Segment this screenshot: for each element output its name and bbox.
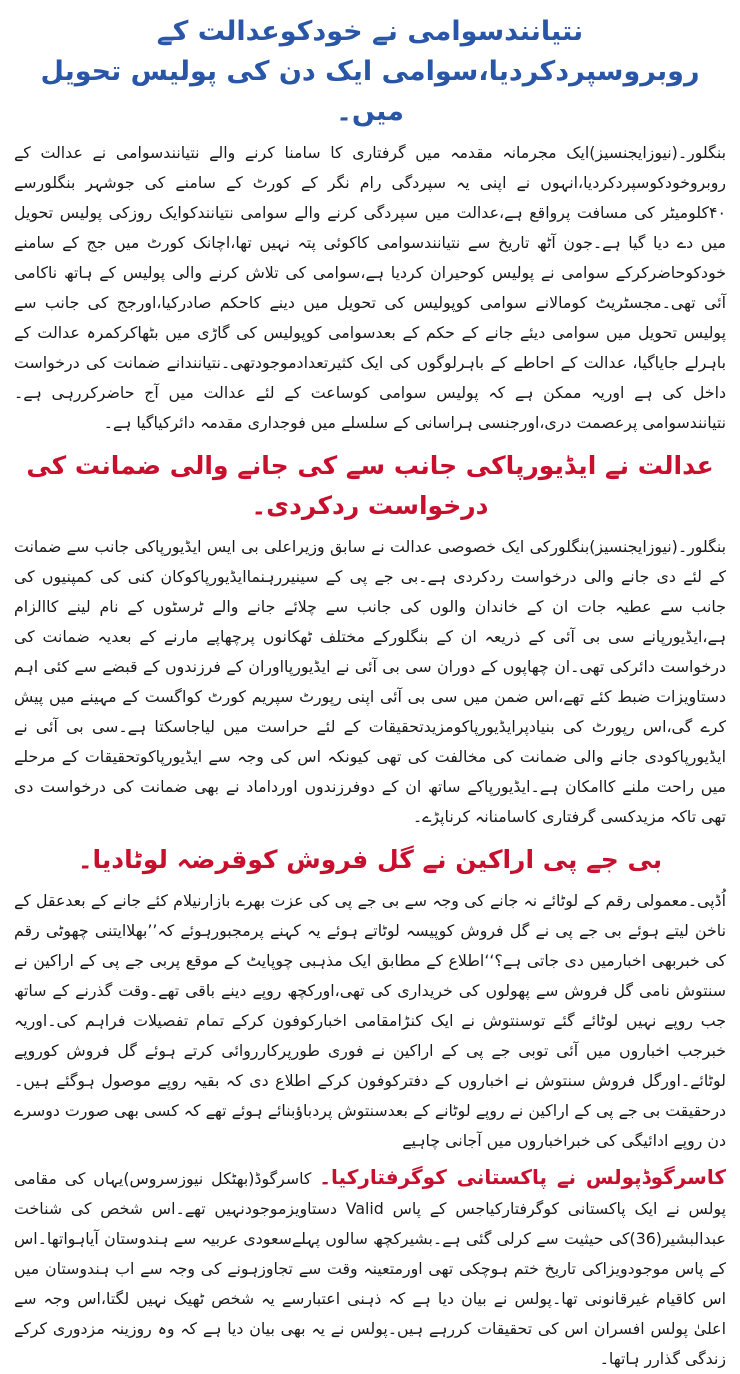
article-yeddyurappa bbox=[14, 446, 726, 832]
article-kasaragod bbox=[14, 1162, 726, 1374]
body-kasaragod: کاسرگوڈ(بھٹکل نیوزسروس)یہاں کی مقامی پولس نے ایک پاکستانی کوگرفتارکیاجس کے پاس Valid دستاویزموجودنہیں تھے۔اس شخص کی شناخت عبدالبشیر(36)کی حیثیت سے کرلی گئی ہے۔بشیرکچھ سالوں پہلےسعودی عربیہ سے ہندوستان آیاہواتھا۔اس کے پاس موجودویزاکی تاریخ ختم ہوچکی تھی اورمتعینہ وقت سے تجاوزہونے کی وجہ سے اب ہندوستان میں اس کاقیام غیرقانونی تھا۔پولس نے بیان دیا ہے کہ ذہنی اعتبارسے یہ شخص ٹھیک نہیں لگتا،اس وجہ سے اعلیٰ پولس افسران اس کی تحقیقات کررہے ہیں۔پولس نے یہ بھی بیان دیا ہے کہ وہ روزینہ مزدوری کرکے زندگی گذارر ہاتھا۔ bbox=[14, 1169, 727, 1368]
article-bjp-florist bbox=[14, 840, 726, 1156]
headline-kasaragod: کاسرگوڈپولس نے پاکستانی کوگرفتارکیا۔ bbox=[319, 1165, 726, 1189]
headline-nityananda: نتیانندسوامی نے خودکوعدالت کے روبروسپردکردیا،سوامی ایک دن کی پولیس تحویل میں۔ bbox=[40, 16, 700, 127]
article-nityananda bbox=[14, 12, 726, 438]
body-yeddyurappa: بنگلور۔(نیوزایجنسیز)بنگلورکی ایک خصوصی عدالت نے سابق وزیراعلی بی ایس ایڈیورپاکی جانب سے ضمانت کے لئے دی جانے والی درخواست ردکردی ہے۔بی جے پی کے سینیررہنماایڈیورپاکوکان کنی کی کمپنیوں کی جانب سے عطیہ جات ان کے خاندان والوں کی جانب سے چلائے جانے والے ٹرسٹوں کے نام لینے کاالزام ہے،ایڈیورپانے سی بی آئی کے ذریعہ ان کے بنگلورکے مختلف ٹھکانوں پرچھاپے مارنے کے بعدیہ ضمانت کی درخواست دائرکی تھی۔ان چھاپوں کے دوران سی بی آئی نے ایڈیورپااوران کے فرزندوں کے قبضے سے کئی اہم دستاویزات ضبط کئے تھے،اس ضمن میں سی بی آئی اپنی رپورٹ سپریم کورٹ کواگست کے مہینے میں پیش کرے گی،اس رپورٹ کی بنیادپرایڈیورپاکومزیدتحقیقات کے لئے حراست میں لیاجاسکتا ہے۔سی بی آئی نے ایڈیورپاکودی جانے والی ضمانت کی مخالفت کی تھی کیونکہ اس کی وجہ سے ایڈیورپاکوتحقیقات کے مرحلے میں راحت ملنے کاامکان ہے۔ایڈیورپاکے ساتھ ان کے دوفرزندوں اورداماد نے بھی ضمانت کی درخواست دی تھی تاکہ مزیدکسی گرفتاری کاسامنانہ کرناپڑے۔ bbox=[14, 537, 726, 826]
body-kasaragod-wrapper bbox=[14, 1162, 726, 1374]
body-nityananda: بنگلور۔(نیوزایجنسیز)ایک مجرمانہ مقدمہ میں گرفتاری کا سامنا کرنے والے نتیانندسوامی نے عدالت کے روبروخودکوسپردکردیا،انہوں نے اپنی یہ سپردگی رام نگر کے کورٹ کے سامنے کی جوشہر بنگلورسے ۴۰کلومیٹر کی مسافت پرواقع ہے،عدالت میں سپردگی کرنے والے سوامی نتیانندکوایک روزکی پولیس تحویل میں دے دیا گیا ہے۔جون آٹھ تاریخ سے نتیانندسوامی کاکوئی پتہ نہیں تھا،اچانک کورٹ میں جج کے سامنے خودکوحاضرکرکے سوامی نے پولیس کوحیران کردیا ہے،سوامی کی تلاش کرنے والی پولیس کے ہاتھ ناکامی آئی تھی۔مجسٹریٹ کومالانے سوامی کوپولیس کی تحویل میں دینے کاحکم صادرکیا،اورجج کی جانب سے پولیس تحویل میں سوامی دیئے جانے کے حکم کے بعدسوامی کوپولیس کی گاڑی میں بٹھاکرکمرہ عدالت کے باہرلے جایاگیا، عدالت کے احاطے کے باہرلوگوں کی ایک کثیرتعدادموجودتھی۔نتیانندانے ضمانت کی درخواست داخل کی ہے اوریہ ممکن ہے کہ پولیس سوامی کوساعت کے لئے عدالت میں آج حاضرکررہی ہے۔نتیانندسوامی پرعصمت دری،اورجنسی ہراسانی کے سلسلے میں فوجداری مقدمہ دائرکیاگیا ہے۔ bbox=[14, 143, 726, 432]
headline-yeddyurappa: عدالت نے ایڈیورپاکی جانب سے کی جانے والی ضمانت کی درخواست ردکردی۔ bbox=[26, 451, 714, 520]
body-bjp-florist: اُڈپی۔معمولی رقم کے لوٹائے نہ جانے کی وجہ سے بی جے پی کی عزت بھرے بازارنیلام کئے جانے کے بعدعقل کے ناخن لیتے ہوئے بی جے پی نے گل فروش کوپیسہ لوٹاتے ہوئے یہ کہنے پرمجبورہوئے کہ’’بھلاایتنی چھوٹی رقم کی خبربھی اخبارمیں دی جاتی ہے؟‘‘اطلاع کے مطابق ایک مذہبی چوپایٹ کے موقع پربی جے پی کے اراکین نے سنتوش نامی گل فروش سے پھولوں کی خریداری کی تھی،اورکچھ روپے دینے باقی تھے۔وقت گذرنے کے ساتھ جب روپے نہیں لوٹائے گئے توسنتوش نے ایک کنڑامقامی اخبارکوفون کرکے تمام تفصیلات فراہم کی۔اوریہ خبرجب اخباروں میں آئی توبی جے پی کے اراکین نے فوری طورپرکارروائی کرتے ہوئے گل فروش کوروپے لوٹائے۔اورگل فروش سنتوش نے اخباروں کے دفترکوفون کرکے اطلاع دی کہ بقیہ روپے موصول ہوگئے ہیں۔درحقیقت بی جے پی کے اراکین نے روپے لوٹانے کے بعدسنتوش پردباؤبنائے ہوئے تھے کہ کسی بھی صورت دوسرے دن روپے ادائیگی کی خبراخباروں میں آجانی چاہیے bbox=[14, 891, 726, 1150]
headline-bjp-florist: بی جے پی اراکین نے گل فروش کوقرضہ لوٹادیا۔ bbox=[77, 845, 663, 874]
